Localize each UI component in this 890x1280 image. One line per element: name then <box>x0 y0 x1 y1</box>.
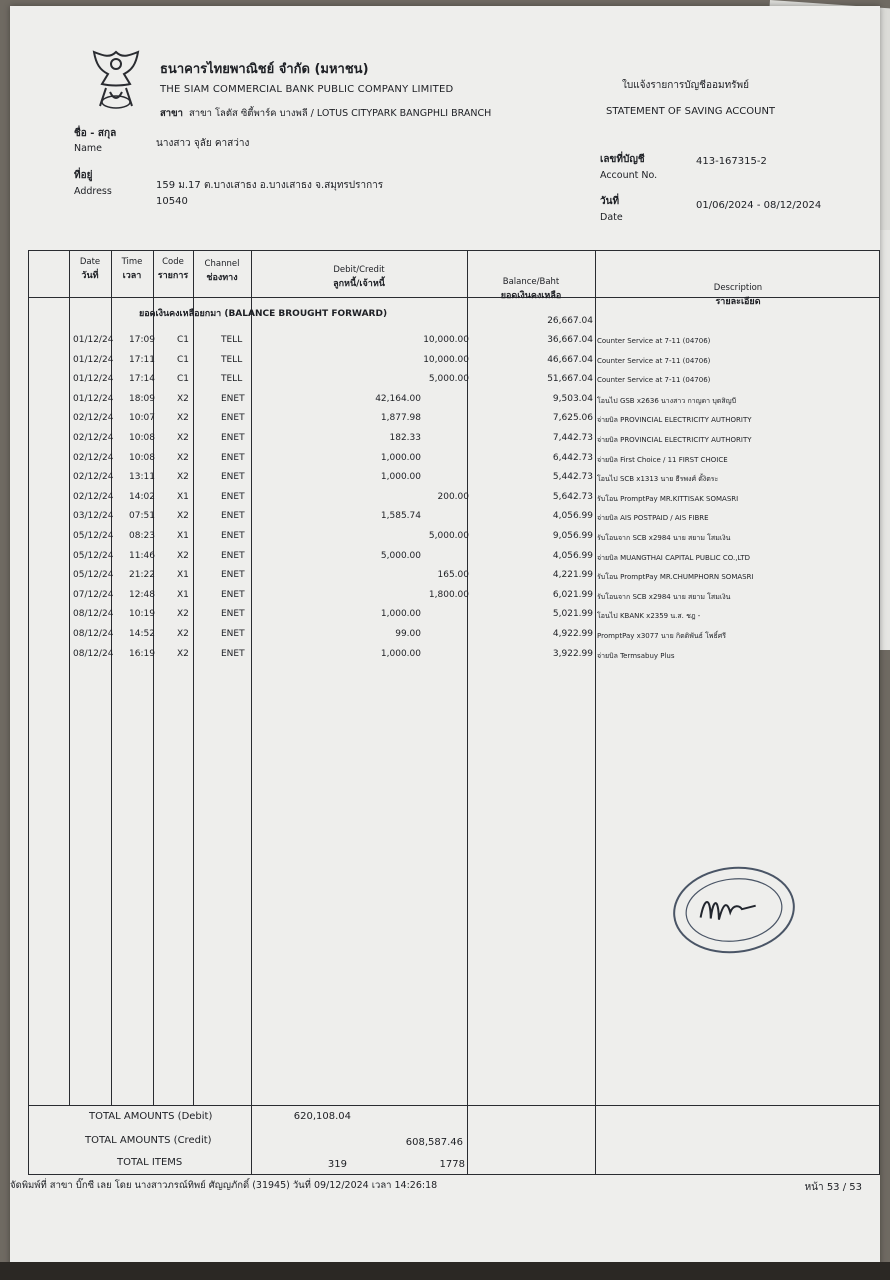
cell-description: จ่ายบิล PROVINCIAL ELECTRICITY AUTHORITY <box>597 436 752 444</box>
statement-period: 01/06/2024 - 08/12/2024 <box>696 200 822 211</box>
header-date <box>69 255 111 285</box>
cell-date: 01/12/24 <box>73 393 114 404</box>
cell-debit: 1,877.98 <box>380 413 421 424</box>
total-items-debit: 319 <box>327 1159 347 1170</box>
cell-debit: 1,000.00 <box>380 452 421 463</box>
cell-date: 02/12/24 <box>73 491 114 502</box>
header-description <box>595 281 881 311</box>
cell-channel: ENET <box>221 531 245 541</box>
cell-code: X2 <box>177 629 189 639</box>
cell-code: X2 <box>177 472 189 483</box>
cell-time: 17:14 <box>129 374 155 385</box>
cell-channel: ENET <box>221 511 245 522</box>
cell-date: 05/12/24 <box>73 570 114 581</box>
cell-balance: 7,625.06 <box>552 413 593 424</box>
bank-name-thai: ธนาคารไทยพาณิชย์ จำกัด (มหาชน) <box>160 62 369 77</box>
cell-channel: ENET <box>221 648 245 659</box>
header-description-en: Description <box>713 283 763 293</box>
table-row <box>29 548 879 567</box>
cell-date: 03/12/24 <box>73 511 114 522</box>
header-balance <box>467 275 595 305</box>
total-credit-label: TOTAL AMOUNTS (Credit) <box>85 1135 212 1146</box>
cell-time: 10:08 <box>129 433 155 443</box>
cell-channel: TELL <box>221 335 243 345</box>
document-title-thai: ใบแจ้งรายการบัญชีออมทรัพย์ <box>622 80 749 91</box>
cell-code: X2 <box>177 511 189 522</box>
header-time <box>111 255 153 285</box>
total-items-credit: 1778 <box>439 1159 465 1170</box>
table-row <box>29 391 879 410</box>
total-debit-label: TOTAL AMOUNTS (Debit) <box>89 1111 213 1122</box>
cell-date: 08/12/24 <box>73 629 114 639</box>
table-row <box>29 567 879 586</box>
cell-time: 10:07 <box>129 413 155 424</box>
cell-balance: 46,667.04 <box>547 354 593 365</box>
page-number: หน้า 53 / 53 <box>804 1182 862 1193</box>
cell-time: 14:02 <box>129 491 155 502</box>
address-line-1: 159 ม.17 ต.บางเสาธง อ.บางเสาธง จ.สมุทรปราการ <box>156 180 384 191</box>
cell-balance: 6,442.73 <box>552 452 593 463</box>
cell-debit: 182.33 <box>389 433 421 443</box>
cell-channel: ENET <box>221 413 245 424</box>
table-row <box>29 489 879 508</box>
table-row <box>29 626 879 645</box>
cell-time: 14:52 <box>129 629 155 639</box>
cell-debit: 1,000.00 <box>380 609 421 620</box>
header-channel <box>193 257 251 287</box>
date-label-english: Date <box>600 212 623 223</box>
total-credit-value: 608,587.46 <box>405 1137 463 1148</box>
bank-stamp-seal-icon <box>666 858 803 963</box>
cell-date: 08/12/24 <box>73 609 114 620</box>
cell-time: 13:11 <box>129 472 155 483</box>
cell-time: 11:46 <box>129 550 155 561</box>
total-items-label: TOTAL ITEMS <box>117 1157 183 1168</box>
header-channel-th: ช่องทาง <box>206 273 238 284</box>
cell-debit: 42,164.00 <box>375 393 421 404</box>
cell-channel: ENET <box>221 452 245 463</box>
cell-debit: 1,000.00 <box>380 472 421 483</box>
cell-balance: 5,021.99 <box>552 609 593 620</box>
table-row <box>29 430 879 449</box>
account-number: 413-167315-2 <box>696 156 767 167</box>
cell-debit: 99.00 <box>395 629 421 639</box>
cell-channel: TELL <box>221 354 243 365</box>
branch-label: สาขา <box>160 108 183 119</box>
cell-date: 02/12/24 <box>73 472 114 483</box>
cell-debit: 1,000.00 <box>380 648 421 659</box>
cell-time: 17:09 <box>129 335 155 345</box>
cell-credit: 5,000.00 <box>428 374 469 385</box>
cell-balance: 4,221.99 <box>552 570 593 581</box>
table-row <box>29 352 879 371</box>
cell-channel: ENET <box>221 491 245 502</box>
header-description-th: รายละเอียด <box>715 297 761 308</box>
cell-balance: 9,056.99 <box>552 531 593 541</box>
cell-date: 07/12/24 <box>73 589 114 600</box>
cell-code: X1 <box>177 589 189 600</box>
cell-balance: 9,503.04 <box>552 393 593 404</box>
name-label-thai: ชื่อ - สกุล <box>74 128 117 139</box>
cell-description: รับโอนจาก SCB x2984 นาย สยาม โสมเงิน <box>597 534 731 542</box>
header-date-en: Date <box>79 257 101 267</box>
cell-time: 17:11 <box>129 354 155 365</box>
cell-description: Counter Service at 7-11 (04706) <box>597 337 711 345</box>
cell-balance: 4,922.99 <box>552 629 593 639</box>
cell-date: 08/12/24 <box>73 648 114 659</box>
cell-credit: 165.00 <box>437 570 469 581</box>
statement-page <box>10 6 880 1268</box>
header-time-th: เวลา <box>122 271 142 282</box>
cell-channel: TELL <box>221 374 243 385</box>
balance-brought-forward-label: ยอดเงินคงเหลือยกมา (BALANCE BROUGHT FORWARD) <box>139 309 388 319</box>
address-line-2: 10540 <box>156 196 188 207</box>
cell-description: รับโอน PromptPay MR.CHUMPHORN SOMASRI <box>597 573 754 582</box>
table-row <box>29 450 879 469</box>
cell-code: X2 <box>177 550 189 561</box>
header-code-en: Code <box>162 257 184 267</box>
cell-date: 05/12/24 <box>73 531 114 541</box>
transaction-table <box>28 250 880 1175</box>
cell-credit: 10,000.00 <box>423 335 469 345</box>
table-row <box>29 646 879 665</box>
header-date-th: วันที่ <box>81 271 99 282</box>
address-label-thai: ที่อยู่ <box>74 170 93 181</box>
cell-time: 10:08 <box>129 452 155 463</box>
table-row <box>29 606 879 625</box>
cell-balance: 4,056.99 <box>552 550 593 561</box>
cell-balance: 5,642.73 <box>552 491 593 502</box>
cell-balance: 5,442.73 <box>552 472 593 483</box>
header-balance-en: Balance/Baht <box>502 277 560 287</box>
cell-description: จ่ายบิล MUANGTHAI CAPITAL PUBLIC CO.,LTD <box>597 553 751 562</box>
header-debit-credit <box>251 263 467 293</box>
cell-description: PromptPay x3077 นาย กิตติพันธ์ โพธิ์ศรี <box>597 632 726 640</box>
header-channel-en: Channel <box>204 259 240 269</box>
cell-code: C1 <box>177 374 190 385</box>
account-number-label-english: Account No. <box>600 170 658 181</box>
cell-code: C1 <box>177 335 190 345</box>
branch-info <box>160 106 491 121</box>
cell-channel: ENET <box>221 393 245 404</box>
cell-time: 16:19 <box>129 648 155 659</box>
cell-description: รับโอน PromptPay MR.KITTISAK SOMASRI <box>597 494 739 503</box>
table-row <box>29 469 879 488</box>
customer-name: นางสาว จุลัย คาสว่าง <box>156 138 250 149</box>
address-label-english: Address <box>74 186 112 197</box>
cell-time: 18:09 <box>129 393 155 404</box>
cell-description: รับโอนจาก SCB x2984 นาย สยาม โสมเงิน <box>597 592 731 601</box>
cell-time: 21:22 <box>129 570 155 581</box>
cell-description: จ่ายบิล AIS POSTPAID / AIS FIBRE <box>597 514 709 523</box>
cell-balance: 6,021.99 <box>552 589 593 600</box>
cell-channel: ENET <box>221 589 245 600</box>
table-row <box>29 332 879 351</box>
cell-credit: 1,800.00 <box>428 589 469 600</box>
cell-date: 02/12/24 <box>73 413 114 424</box>
table-surface <box>0 1262 890 1280</box>
header-balance-th: ยอดเงินคงเหลือ <box>500 291 562 302</box>
cell-code: C1 <box>177 354 190 365</box>
print-footer: จัดพิมพ์ที่ สาขา บิ๊กซี เลย โดย นางสาวภรณ์ทิพย์ ศัญญภักดิ์ (31945) วันที่ 09/12/2024 เวลา 14:26:18 <box>10 1180 438 1191</box>
balance-brought-forward-value: 26,667.04 <box>547 316 593 326</box>
cell-description: จ่ายบิล PROVINCIAL ELECTRICITY AUTHORITY <box>597 416 752 425</box>
cell-description: Counter Service at 7-11 (04706) <box>597 376 711 385</box>
cell-date: 01/12/24 <box>73 354 114 365</box>
account-number-label-thai: เลขที่บัญชี <box>600 154 645 165</box>
cell-description: โอนไป GSB x2636 นางสาว กาญดา บุตสิญบี <box>597 396 737 405</box>
cell-code: X2 <box>177 609 189 620</box>
cell-code: X1 <box>177 491 189 502</box>
cell-balance: 36,667.04 <box>547 335 593 345</box>
cell-code: X1 <box>177 531 189 541</box>
cell-time: 07:51 <box>129 511 155 522</box>
total-debit-value: 620,108.04 <box>293 1111 351 1122</box>
cell-channel: ENET <box>221 609 245 620</box>
header-code-th: รายการ <box>157 271 189 282</box>
cell-debit: 5,000.00 <box>380 550 421 561</box>
cell-date: 01/12/24 <box>73 335 114 345</box>
cell-code: X2 <box>177 648 189 659</box>
date-label-thai: วันที่ <box>600 196 620 207</box>
cell-description: จ่ายบิล First Choice / 11 FIRST CHOICE <box>597 455 728 464</box>
bank-name-english: THE SIAM COMMERCIAL BANK PUBLIC COMPANY LIMITED <box>160 84 454 95</box>
cell-channel: ENET <box>221 570 245 581</box>
cell-description: โอนไป KBANK x2359 น.ส. ชฎ - <box>597 612 701 621</box>
cell-credit: 200.00 <box>437 491 469 502</box>
cell-balance: 3,922.99 <box>552 648 593 659</box>
cell-date: 02/12/24 <box>73 433 114 443</box>
header-code <box>153 255 193 285</box>
cell-description: Counter Service at 7-11 (04706) <box>597 356 711 365</box>
cell-description: จ่ายบิล Termsabuy Plus <box>597 651 675 660</box>
table-row <box>29 508 879 527</box>
header-debit-credit-th: ลูกหนี้/เจ้าหนี้ <box>333 279 385 290</box>
table-row <box>29 587 879 606</box>
cell-channel: ENET <box>221 472 245 483</box>
cell-balance: 7,442.73 <box>552 433 593 443</box>
cell-code: X2 <box>177 393 189 404</box>
cell-debit: 1,585.74 <box>380 511 421 522</box>
cell-code: X1 <box>177 570 189 581</box>
cell-time: 12:48 <box>129 589 155 600</box>
cell-description: โอนไป SCB x1313 นาย ธีรพงศ์ ดั้งิตระ <box>597 475 719 484</box>
totals-divider <box>29 1105 879 1106</box>
cell-code: X2 <box>177 433 189 443</box>
cell-date: 02/12/24 <box>73 452 114 463</box>
cell-credit: 5,000.00 <box>428 531 469 541</box>
header-time-en: Time <box>121 257 143 267</box>
balance-brought-forward-row <box>29 313 879 332</box>
cell-channel: ENET <box>221 433 245 443</box>
cell-channel: ENET <box>221 550 245 561</box>
document-title-english: STATEMENT OF SAVING ACCOUNT <box>606 106 776 117</box>
header-debit-credit-en: Debit/Credit <box>333 265 385 275</box>
cell-date: 01/12/24 <box>73 374 114 385</box>
cell-channel: ENET <box>221 629 245 639</box>
table-row <box>29 371 879 390</box>
cell-code: X2 <box>177 452 189 463</box>
cell-time: 08:23 <box>129 531 155 541</box>
table-row <box>29 410 879 429</box>
name-label-english: Name <box>74 143 103 154</box>
cell-credit: 10,000.00 <box>423 354 469 365</box>
cell-date: 05/12/24 <box>73 550 114 561</box>
cell-time: 10:19 <box>129 609 155 620</box>
cell-balance: 4,056.99 <box>552 511 593 522</box>
branch-name: สาขา โลตัส ซิตี้พาร์ค บางพลี / LOTUS CITYPARK BANGPHLI BRANCH <box>188 108 492 119</box>
table-row <box>29 528 879 547</box>
cell-balance: 51,667.04 <box>547 374 593 385</box>
cell-code: X2 <box>177 413 189 424</box>
garuda-logo-icon <box>80 44 152 116</box>
